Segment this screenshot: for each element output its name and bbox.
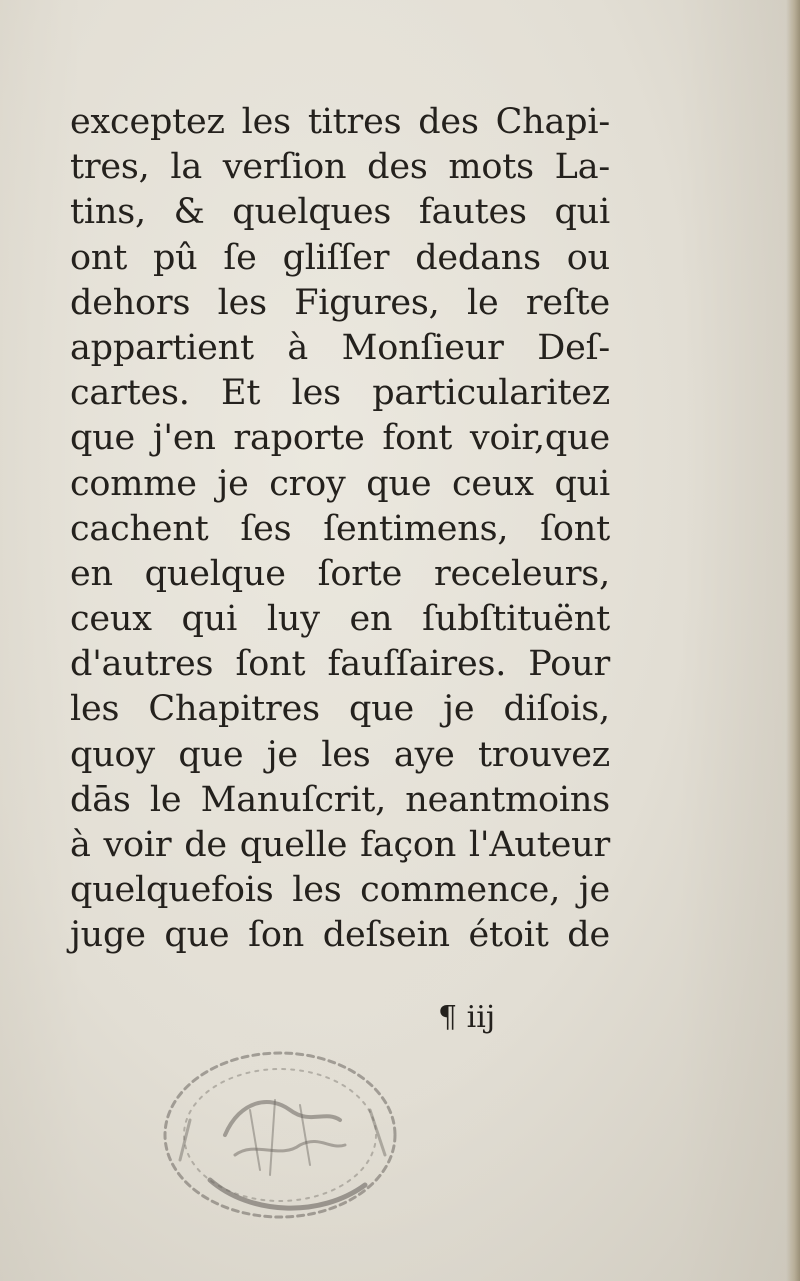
text-line: les Chapitres que je diſois, [70,689,610,730]
text-line: exceptez les titres des Chapi- [70,102,610,142]
text-line: dās le Manuſcrit, neantmoins [70,779,610,820]
text-line: ont pû ſe gliſſer dedans ou [70,237,610,278]
text-line: quoy que je les aye trouvez [70,734,610,775]
library-stamp-icon [150,1040,420,1230]
text-line: ceux qui luy en ſubſtituënt [70,599,610,640]
text-line: d'autres ſont fauſſaires. Pour [70,644,610,685]
text-line: tres, la verſion des mots La- [70,147,610,188]
text-line: à voir de quelle façon l'Auteur [70,825,610,865]
text-line: dehors les Figures, le reſte [70,282,610,323]
page-edge [786,0,800,1281]
text-line: que j'en raporte font voir,que [70,418,610,459]
text-line: tins, & quelques fautes qui [70,192,610,233]
text-line: en quelque ſorte receleurs, [70,553,610,594]
signature-mark: ¶ iij [438,1000,496,1035]
text-line: appartient à Monſieur Deſ- [70,327,610,368]
body-text [70,100,610,959]
text-line: cachent ſes ſentimens, ſont [70,508,610,549]
text-line: comme je croy que ceux qui [70,463,610,504]
text-line: cartes. Et les particularitez [70,373,610,414]
text-line: quelquefois les commence, je [70,870,610,911]
text-line: juge que ſon deſsein étoit de [70,915,610,956]
